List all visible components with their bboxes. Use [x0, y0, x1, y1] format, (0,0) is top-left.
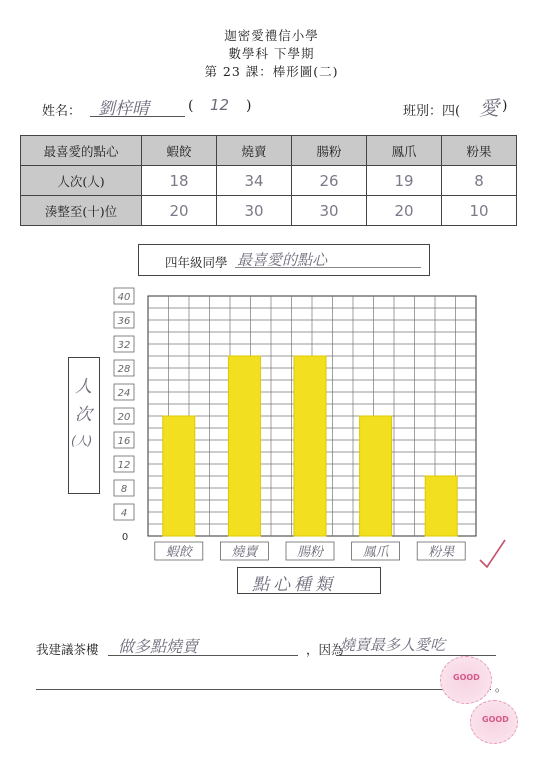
x-tick-label: 腸粉 [296, 545, 324, 560]
bar [360, 416, 392, 536]
bar [163, 416, 195, 536]
table-header-cell: 最喜愛的點心 [21, 136, 142, 166]
y-tick-label: 36 [117, 316, 131, 327]
table-cell: 18 [142, 166, 217, 196]
school-name: 迦密愛禮信小學 [224, 28, 319, 43]
number-close: ) [246, 98, 252, 114]
row-label: 人次(人) [21, 166, 142, 196]
x-tick-label: 燒賣 [231, 545, 258, 560]
number-open: ( [188, 98, 194, 114]
bar [425, 476, 457, 536]
table-cell: 30 [217, 196, 292, 226]
subject-line: 數學科 下學期 [228, 46, 315, 61]
class-label: 班別：四( [403, 104, 461, 119]
y-axis-label-unit: (人) [71, 434, 93, 448]
suggest-value: 做多點燒賣 [118, 637, 199, 656]
y-tick-label: 4 [120, 508, 128, 519]
y-tick-label: 12 [117, 460, 131, 471]
table-cell: 20 [367, 196, 442, 226]
suggest-underline [108, 655, 298, 656]
y-axis-label-char: 人 [75, 377, 92, 397]
y-tick-label: 40 [117, 292, 131, 303]
table-header-cell: 燒賣 [217, 136, 292, 166]
stamp-text: GOOD [482, 715, 509, 724]
number-value: 12 [210, 96, 230, 114]
bar [294, 356, 326, 536]
name-label: 姓名： [42, 104, 82, 119]
table-cell: 20 [142, 196, 217, 226]
table-header-cell: 粉果 [442, 136, 517, 166]
row-label: 湊整至(十)位 [21, 196, 142, 226]
class-close: ) [502, 98, 508, 114]
class-value: 愛 [479, 96, 499, 120]
x-axis-label-box [237, 567, 381, 594]
bar [228, 356, 260, 536]
chart-title-handwritten: 最喜愛的點心 [237, 251, 328, 269]
x-tick-label: 蝦餃 [165, 545, 192, 560]
y-tick-label: 8 [120, 484, 128, 495]
y-tick-label: 28 [117, 364, 131, 375]
name-value: 劉梓晴 [98, 99, 149, 119]
x-axis-label: 點心種類 [252, 575, 336, 595]
table-cell: 8 [442, 166, 517, 196]
good-stamp [470, 700, 518, 744]
table-header-cell: 鳳爪 [367, 136, 442, 166]
table-header-cell: 蝦餃 [142, 136, 217, 166]
table-cell: 26 [292, 166, 367, 196]
y-tick-label: 16 [117, 436, 131, 447]
chart-title-printed: 四年級同學 [165, 255, 228, 270]
stamp-text: GOOD [453, 673, 480, 682]
y-tick-label: 24 [117, 388, 131, 399]
lesson-title: 第 23 課：棒形圖(二) [204, 64, 339, 79]
checkmark-icon [478, 536, 508, 572]
answer-second-line [36, 689, 491, 690]
y-tick-label: 32 [117, 340, 131, 351]
x-tick-label: 鳳爪 [362, 545, 389, 560]
because-label: ，因為 [306, 642, 344, 657]
suggest-label: 我建議茶樓 [36, 642, 99, 657]
x-tick-label: 粉果 [428, 545, 455, 560]
y-tick-label: 20 [117, 412, 131, 423]
good-stamp [440, 656, 492, 704]
footer-period: 。 [495, 680, 508, 694]
table-cell: 19 [367, 166, 442, 196]
y-tick-label: 0 [121, 532, 129, 543]
table-header-cell: 腸粉 [292, 136, 367, 166]
table-cell: 34 [217, 166, 292, 196]
y-axis-label-char: 次 [75, 405, 92, 425]
because-value: 燒賣最多人愛吃 [340, 636, 446, 654]
table-cell: 30 [292, 196, 367, 226]
table-cell: 10 [442, 196, 517, 226]
